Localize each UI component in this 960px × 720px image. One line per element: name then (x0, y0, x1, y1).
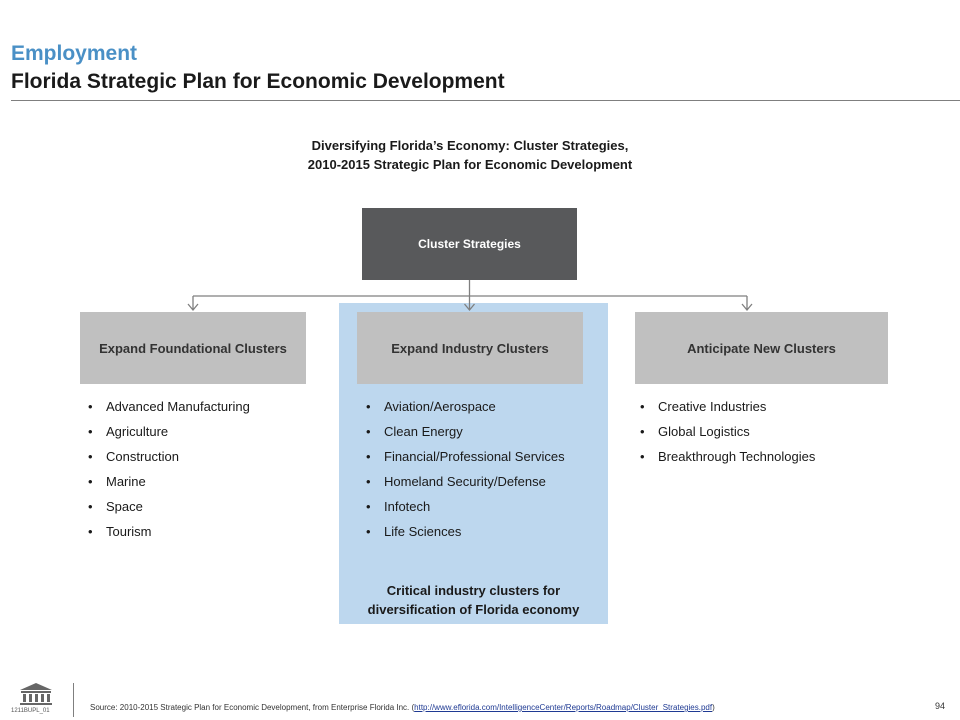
highlight-caption-line: diversification of Florida economy (367, 602, 580, 617)
list-item: • Creative Industries (640, 399, 767, 414)
diagram-title-line: Diversifying Florida’s Economy: Cluster Strategies, (311, 138, 629, 153)
list-item-label: Advanced Manufacturing (106, 399, 250, 414)
page-title: Florida Strategic Plan for Economic Development (11, 70, 505, 93)
source-prefix: Source: 2010-2015 Strategic Plan for Economic Development, from Enterprise Florida Inc. ( (90, 703, 415, 712)
cluster-list-new (640, 398, 880, 473)
list-item: • Tourism (88, 524, 152, 539)
list-item: • Aviation/Aerospace (366, 399, 496, 414)
list-item-label: Life Sciences (384, 524, 462, 539)
section-kicker: Employment (11, 42, 138, 65)
highlight-caption-line: Critical industry clusters for (386, 583, 561, 598)
list-item-label: Construction (106, 449, 179, 464)
list-item-label: Homeland Security/Defense (384, 474, 546, 489)
source-note (90, 703, 715, 712)
footer-divider (73, 683, 74, 717)
list-item: • Construction (88, 449, 179, 464)
branch-node-industry: Expand Industry Clusters (357, 312, 583, 384)
cluster-list-industry (366, 398, 576, 548)
list-item: • Homeland Security/Defense (366, 474, 546, 489)
branch-node-new: Anticipate New Clusters (635, 312, 888, 384)
list-item-label: Space (106, 499, 143, 514)
list-item-label: Aviation/Aerospace (384, 399, 496, 414)
list-item-label: Creative Industries (658, 399, 767, 414)
list-item-label: Infotech (384, 499, 431, 514)
list-item-label: Breakthrough Technologies (658, 449, 816, 464)
list-item: • Advanced Manufacturing (88, 399, 250, 414)
highlight-caption (339, 581, 608, 619)
list-item: • Space (88, 499, 143, 514)
list-item-label: Marine (106, 474, 146, 489)
building-columns-icon (18, 682, 54, 706)
branch-node-foundational: Expand Foundational Clusters (80, 312, 306, 384)
list-item-label: Global Logistics (658, 424, 750, 439)
list-item-label: Tourism (106, 524, 152, 539)
root-node-cluster-strategies: Cluster Strategies (362, 208, 577, 280)
page-number: 94 (935, 701, 946, 711)
list-item: • Breakthrough Technologies (640, 449, 816, 464)
source-link[interactable]: http://www.eflorida.com/IntelligenceCenter/Reports/Roadmap/Cluster_Strategies.pdf (414, 703, 713, 712)
list-item: • Agriculture (88, 424, 169, 439)
list-item: • Global Logistics (640, 424, 750, 439)
list-item: • Infotech (366, 499, 431, 514)
list-item: • Financial/Professional Services (366, 449, 565, 464)
list-item-label: Clean Energy (384, 424, 463, 439)
cluster-list-foundational (88, 398, 303, 548)
source-suffix: ) (712, 703, 715, 712)
list-item-label: Agriculture (106, 424, 169, 439)
diagram-title-line: 2010-2015 Strategic Plan for Economic Development (307, 157, 633, 172)
footer-code: 1211BUPL_01 (11, 708, 50, 714)
list-item: • Life Sciences (366, 524, 462, 539)
list-item: • Marine (88, 474, 146, 489)
list-item: • Clean Energy (366, 424, 463, 439)
list-item-label: Financial/Professional Services (384, 449, 565, 464)
